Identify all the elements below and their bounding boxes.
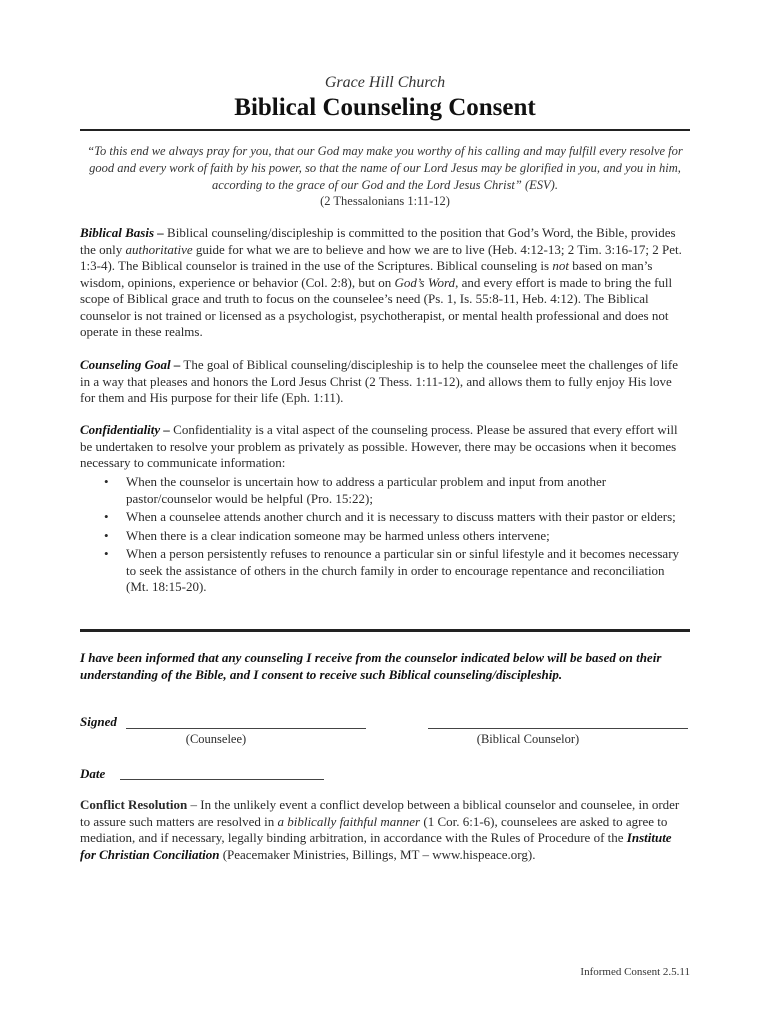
counselee-signature-line[interactable] [126, 728, 366, 729]
church-name: Grace Hill Church [324, 74, 446, 91]
bullet-icon: • [104, 546, 109, 561]
bullet-icon: • [104, 509, 109, 524]
list-item [100, 474, 690, 507]
list-item-text: When a counselee attends another church and it is necessary to discuss matters with their pastor or elders; [126, 509, 676, 524]
conflict-resolution-text-1: – In the unlikely event a conflict develop between a biblical counselor and counselee, in order to assure such matters are resolved in [80, 797, 680, 829]
list-item [100, 509, 690, 526]
bullet-icon: • [104, 527, 109, 543]
biblical-basis-label: Biblical Basis – [80, 225, 164, 240]
biblical-basis-paragraph [80, 225, 690, 341]
counseling-goal-text: The goal of Biblical counseling/discipleship is to help the counselee meet the challenges of life in a way that pleases and honors the Lord Jesus Christ (2 Thess. 1:11-12), and allows them to fully enjoy His love for them and His purpose for their life (Eph. 1:11). [80, 357, 679, 405]
confidentiality-label: Confidentiality – [80, 422, 170, 437]
biblical-basis-emphasis-3: God’s Word [394, 274, 456, 290]
list-item [100, 528, 690, 545]
counselor-signature-line[interactable] [428, 728, 688, 729]
bullet-icon: • [104, 474, 109, 489]
page-title: Biblical Counseling Consent [234, 94, 536, 121]
conflict-resolution-label: Conflict Resolution [80, 797, 188, 812]
confidentiality-text: Confidentiality is a vital aspect of the counseling process. Please be assured that every effort will be undertaken to resolve your problem as privately as possible. However, there may be occasions when it becomes necessary to communicate information: [80, 422, 678, 470]
list-item-text: When a person persistently refuses to renounce a particular sin or sinful lifestyle and it becomes necessary to seek the assistance of others in the church family in order to encourage repentance and reconciliation (Mt. 18:15-20). [126, 546, 680, 594]
counseling-goal-paragraph [80, 357, 690, 407]
counseling-goal-label: Counseling Goal – [80, 357, 181, 372]
counselee-caption: (Counselee) [185, 732, 247, 746]
biblical-basis-text-3: based on man’s wisdom, opinions, experience or behavior (Col. 2:8), but on [80, 258, 653, 290]
biblical-basis-text-1: Biblical counseling/discipleship is committed to the position that God’s Word, the Bible, provides the only [80, 225, 676, 257]
biblical-basis-text-4: , and every effort is made to bring the full scope of Biblical grace and truth to focus on the counselee’s need (Ps. 1, Is. 55:8-11, Heb. 4:12). The Biblical counselor is not trained or licensed as a psychologist, psychotherapist, or mental health professional and does not operate in these realms. [80, 274, 673, 339]
list-item [100, 546, 690, 596]
counselor-caption: (Biblical Counselor) [476, 732, 580, 746]
conflict-resolution-emphasis: a biblically faithful manner [277, 813, 421, 829]
confidentiality-paragraph [80, 422, 690, 472]
scripture-reference: (2 Thessalonians 1:11-12) [320, 194, 450, 208]
conflict-resolution-text-2: (1 Cor. 6:1-6), counselees are asked to agree to mediation, and if necessary, legally binding arbitration, in accordance with the Rules of Procedure of the [80, 813, 668, 845]
section-divider [80, 629, 690, 632]
signed-label: Signed [80, 714, 117, 729]
conflict-resolution-text-3: (Peacemaker Ministries, Billings, MT – www.hispeace.org). [219, 846, 536, 862]
biblical-basis-text-2: guide for what we are to believe and how we are to live (Heb. 4:12-13; 2 Tim. 3:16-17; 2 Pet. 1:3-4). The Biblical counselor is trained in the use of the Scriptures. Biblical counseling is [80, 241, 682, 273]
date-line[interactable] [120, 779, 324, 780]
biblical-basis-emphasis-1: authoritative [125, 241, 193, 257]
scripture-quote: “To this end we always pray for you, that our God may make you worthy of his calling and may fulfill every resolve for good and every work of faith by his power, so that the name of our Lord Jesus may be glorified in you, and you in him, according to the grace of our God and the Lord Jesus Christ” (ESV). [87, 144, 683, 192]
institute-name: Institute for Christian Conciliation [80, 830, 672, 862]
list-item-text: When the counselor is uncertain how to address a particular problem and input from another pastor/counselor would be helpful (Pro. 15:22); [126, 474, 607, 506]
confidentiality-exceptions-list [100, 474, 690, 598]
date-label: Date [80, 766, 106, 781]
conflict-resolution-paragraph [80, 797, 690, 863]
title-divider [80, 129, 690, 131]
biblical-basis-emphasis-2: not [552, 258, 569, 273]
list-item-text: When there is a clear indication someone may be harmed unless others intervene; [126, 527, 550, 543]
consent-statement: I have been informed that any counseling I receive from the counselor indicated below will be based on their understanding of the Bible, and I consent to receive such Biblical counseling/discipleship. [80, 650, 662, 682]
footer-version: Informed Consent 2.5.11 [580, 966, 690, 978]
